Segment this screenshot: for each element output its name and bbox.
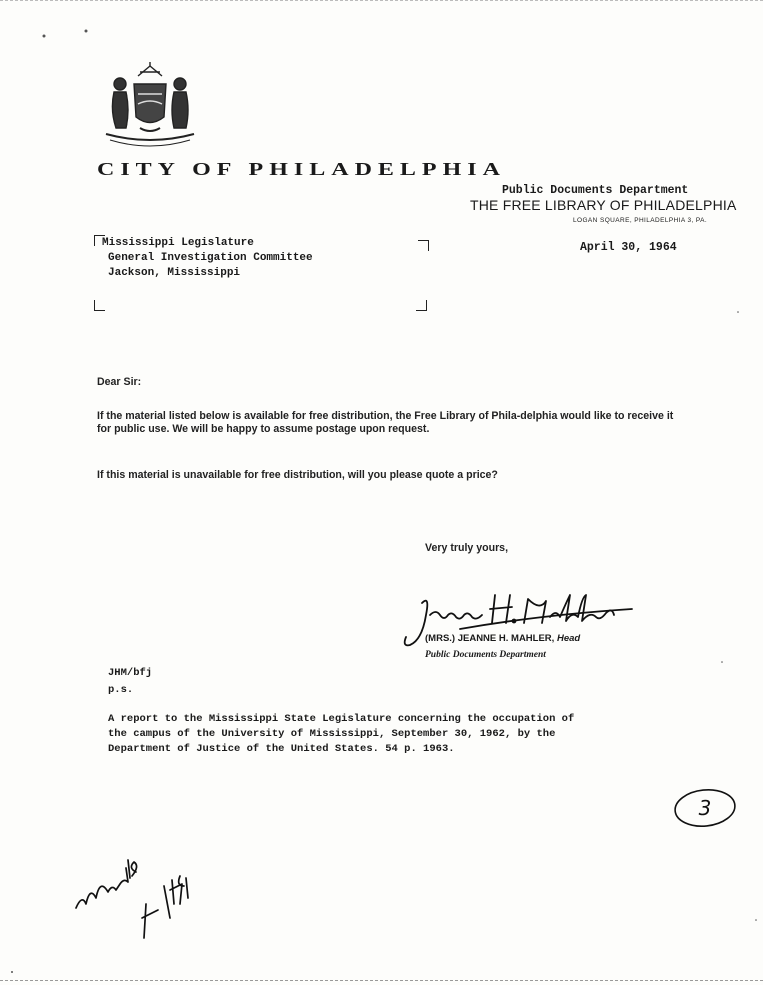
window-corner-top-right xyxy=(418,240,429,251)
recipient-line-1: Mississippi Legislature xyxy=(102,237,254,249)
library-name: THE FREE LIBRARY OF PHILADELPHIA xyxy=(470,197,737,213)
salutation: Dear Sir: xyxy=(97,376,142,388)
signer-department: Public Documents Department xyxy=(425,650,546,660)
body-paragraph-1: If the material listed below is available for free distribution, the Free Library of Phila-delphia would like to receive it for public use. We will be happy to assume postage upon request. xyxy=(97,410,674,435)
department-line: Public Documents Department xyxy=(502,184,689,197)
signer-name xyxy=(425,633,580,644)
handwritten-mailed-note xyxy=(68,838,198,948)
letter-date: April 30, 1964 xyxy=(580,241,677,254)
circled-number-text: 3 xyxy=(698,796,712,820)
library-address: LOGAN SQUARE, PHILADELPHIA 3, PA. xyxy=(573,217,708,224)
handwritten-signature xyxy=(400,585,650,655)
body-paragraph-2: If this material is unavailable for free distribution, will you please quote a price? xyxy=(97,469,498,481)
circled-number xyxy=(672,786,738,830)
recipient-line-3: Jackson, Mississippi xyxy=(108,267,241,279)
bottom-border xyxy=(0,980,763,981)
requested-item-line-1: A report to the Mississippi State Legislature concerning the occupation of xyxy=(108,713,575,725)
signer-printed-name: (MRS.) JEANNE H. MAHLER, xyxy=(425,633,555,644)
city-banner: CITY OF PHILADELPHIA xyxy=(97,160,506,180)
requested-item-line-3: Department of Justice of the United States. 54 p. 1963. xyxy=(108,743,455,755)
top-border xyxy=(0,0,763,1)
requested-item-line-2: the campus of the University of Mississippi, September 30, 1962, by the xyxy=(108,728,556,740)
signer-title: Head xyxy=(556,633,581,644)
city-seal-icon xyxy=(100,62,200,152)
window-corner-bottom-left xyxy=(94,300,105,311)
postscript-label: p.s. xyxy=(108,684,134,696)
closing: Very truly yours, xyxy=(425,542,509,554)
reference-initials: JHM/bfj xyxy=(108,667,153,679)
window-corner-bottom-right xyxy=(416,300,427,311)
recipient-line-2: General Investigation Committee xyxy=(108,252,313,264)
